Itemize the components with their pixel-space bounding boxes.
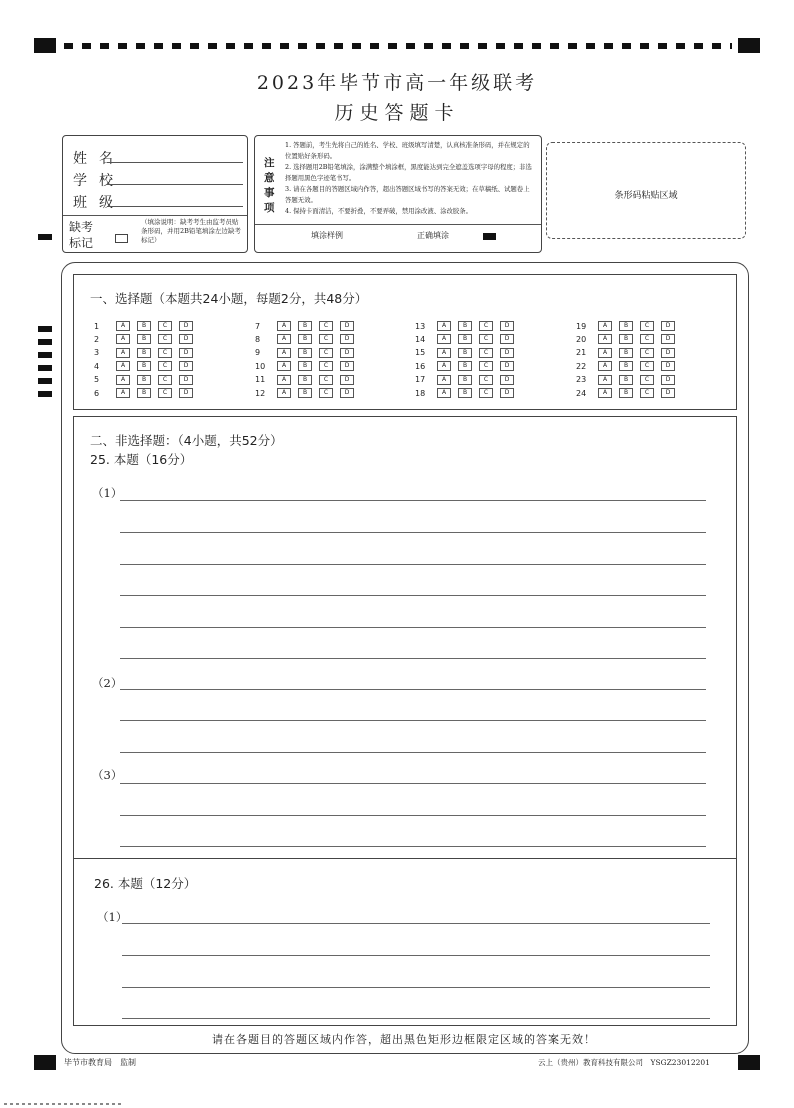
mcq-option-bubble[interactable]: D [661, 348, 675, 358]
section2-box [73, 416, 737, 1026]
mcq-option-bubble[interactable]: C [479, 375, 493, 385]
mcq-question-row [94, 388, 200, 401]
mcq-option-bubble[interactable]: A [116, 388, 130, 398]
mcq-option-bubble[interactable]: A [598, 375, 612, 385]
answer-line[interactable] [122, 955, 710, 956]
mcq-option-bubble[interactable]: D [340, 348, 354, 358]
mcq-question-number: 9 [255, 348, 261, 358]
absent-note: （填涂说明：缺考考生由监考员贴条形码，并用2B铅笔填涂左边缺考标记） [141, 218, 241, 244]
mcq-option-bubble[interactable]: A [437, 361, 451, 371]
mcq-question-row [255, 348, 361, 361]
mcq-question-row [94, 334, 200, 347]
mcq-question-row [576, 375, 682, 388]
mcq-option-bubble[interactable]: C [158, 361, 172, 371]
corner-mark-top-left [34, 38, 56, 53]
mcq-option-bubble[interactable]: C [479, 361, 493, 371]
footer-right-text: 云上（贵州）教育科技有限公司 YSGZ23012201 [538, 1058, 710, 1067]
mcq-option-bubble[interactable]: A [116, 334, 130, 344]
mcq-question-row [576, 388, 682, 401]
side-mark [38, 352, 52, 358]
notice-list [285, 140, 535, 217]
mcq-question-row [255, 375, 361, 388]
mcq-question-row [415, 388, 521, 401]
q26-part-1-label: （1） [97, 910, 128, 924]
class-field[interactable] [107, 206, 243, 207]
absent-label-2: 标记 [69, 236, 94, 250]
mcq-option-bubble[interactable]: C [640, 321, 654, 331]
corner-mark-bottom-left [34, 1055, 56, 1070]
section2-heading: 二、非选择题：（4小题，共52分） [90, 433, 283, 448]
mcq-question-number: 10 [255, 361, 266, 371]
mcq-question-row [415, 321, 521, 334]
bottom-dash-track [4, 1103, 124, 1105]
mcq-option-bubble[interactable]: B [298, 375, 312, 385]
mcq-question-number: 2 [94, 334, 100, 344]
mcq-option-bubble[interactable]: C [158, 321, 172, 331]
class-label: 班级 [73, 195, 125, 211]
mcq-option-bubble[interactable]: B [458, 375, 472, 385]
notice-item-4: 4. 保持卡面清洁，不要折叠，不要弄破，禁用涂改液、涂改胶条。 [285, 207, 473, 215]
answer-line[interactable] [120, 815, 706, 816]
side-mark [38, 339, 52, 345]
mcq-option-bubble[interactable]: B [137, 375, 151, 385]
mcq-option-bubble[interactable]: A [598, 334, 612, 344]
answer-line[interactable] [120, 595, 706, 596]
q25-part-1-label: （1） [92, 486, 123, 500]
mcq-option-bubble[interactable]: C [319, 334, 333, 344]
mcq-option-bubble[interactable]: B [619, 321, 633, 331]
mcq-option-bubble[interactable]: D [500, 348, 514, 358]
side-mark [38, 234, 52, 240]
mcq-option-bubble[interactable]: C [319, 361, 333, 371]
answer-line[interactable] [120, 500, 706, 501]
mcq-option-bubble[interactable]: D [500, 375, 514, 385]
mcq-question-number: 21 [576, 348, 587, 358]
answer-line[interactable] [120, 658, 706, 659]
mcq-option-bubble[interactable]: A [277, 388, 291, 398]
mcq-option-bubble[interactable]: B [298, 388, 312, 398]
mcq-option-bubble[interactable]: B [619, 334, 633, 344]
school-field[interactable] [107, 184, 243, 185]
corner-mark-top-right [738, 38, 760, 53]
mcq-question-number: 20 [576, 334, 587, 344]
mcq-question-row [94, 361, 200, 374]
mcq-question-row [255, 361, 361, 374]
mcq-option-bubble[interactable]: D [661, 388, 675, 398]
mcq-question-row [255, 321, 361, 334]
mcq-option-bubble[interactable]: B [137, 388, 151, 398]
mcq-option-bubble[interactable]: B [458, 361, 472, 371]
mcq-option-bubble[interactable]: D [340, 375, 354, 385]
absent-label-1: 缺考 [69, 220, 94, 234]
mcq-option-bubble[interactable]: D [179, 321, 193, 331]
mcq-option-bubble[interactable]: C [319, 388, 333, 398]
timing-track-top [64, 43, 732, 49]
footer-warning: 请在各题目的答题区域内作答，超出黑色矩形边框限定区域的答案无效！ [212, 1033, 596, 1046]
mcq-question-row [255, 334, 361, 347]
mcq-option-bubble[interactable]: B [137, 348, 151, 358]
notice-box [254, 135, 542, 253]
mcq-option-bubble[interactable]: A [437, 388, 451, 398]
mcq-option-bubble[interactable]: A [598, 321, 612, 331]
mcq-question-row [576, 361, 682, 374]
mcq-option-bubble[interactable]: A [277, 375, 291, 385]
answer-line[interactable] [120, 720, 706, 721]
mcq-option-bubble[interactable]: B [137, 361, 151, 371]
mcq-question-row [576, 348, 682, 361]
mcq-question-row [415, 348, 521, 361]
mcq-option-bubble[interactable]: D [661, 321, 675, 331]
mcq-option-bubble[interactable]: A [116, 348, 130, 358]
mcq-question-number: 24 [576, 388, 587, 398]
mcq-option-bubble[interactable]: A [437, 375, 451, 385]
mcq-question-row [576, 321, 682, 334]
mcq-option-bubble[interactable]: D [661, 375, 675, 385]
mcq-question-number: 3 [94, 348, 100, 358]
mcq-option-bubble[interactable]: B [298, 361, 312, 371]
mcq-question-number: 12 [255, 388, 266, 398]
q25-part-3-label: （3） [92, 768, 123, 782]
mcq-option-bubble[interactable]: C [640, 388, 654, 398]
mcq-question-row [94, 375, 200, 388]
mcq-question-number: 7 [255, 321, 261, 331]
mcq-question-number: 23 [576, 375, 587, 385]
mcq-option-bubble[interactable]: A [277, 321, 291, 331]
mcq-option-bubble[interactable]: B [458, 334, 472, 344]
mcq-question-number: 1 [94, 321, 100, 331]
mcq-option-bubble[interactable]: C [158, 375, 172, 385]
mcq-option-bubble[interactable]: B [619, 361, 633, 371]
mcq-option-bubble[interactable]: A [277, 348, 291, 358]
mcq-option-bubble[interactable]: B [458, 348, 472, 358]
mcq-option-bubble[interactable]: B [619, 388, 633, 398]
section1-heading: 一、选择题（本题共24小题，每题2分，共48分） [90, 291, 368, 306]
side-mark [38, 365, 52, 371]
student-info-box [62, 135, 248, 253]
mcq-option-bubble[interactable]: C [479, 321, 493, 331]
mcq-option-bubble[interactable]: B [298, 348, 312, 358]
mcq-option-bubble[interactable]: B [137, 321, 151, 331]
mcq-question-number: 4 [94, 361, 100, 371]
mcq-option-bubble[interactable]: B [619, 375, 633, 385]
mcq-option-bubble[interactable]: A [437, 321, 451, 331]
mcq-option-bubble[interactable]: D [661, 334, 675, 344]
mcq-question-number: 16 [415, 361, 426, 371]
answer-line[interactable] [120, 752, 706, 753]
mcq-option-bubble[interactable]: C [319, 375, 333, 385]
answer-line[interactable] [120, 564, 706, 565]
mcq-option-bubble[interactable]: D [500, 388, 514, 398]
q26-heading: 26. 本题（12分） [94, 876, 197, 891]
mcq-option-bubble[interactable]: D [179, 348, 193, 358]
mcq-option-bubble[interactable]: D [179, 361, 193, 371]
side-mark [38, 326, 52, 332]
mcq-option-bubble[interactable]: B [137, 334, 151, 344]
mcq-option-bubble[interactable]: D [340, 334, 354, 344]
mcq-option-bubble[interactable]: D [500, 334, 514, 344]
mcq-question-row [94, 321, 200, 334]
mcq-question-number: 14 [415, 334, 426, 344]
correct-fill-sample [483, 233, 496, 240]
mcq-option-bubble[interactable]: A [598, 348, 612, 358]
mcq-option-bubble[interactable]: B [458, 388, 472, 398]
mcq-option-bubble[interactable]: D [500, 321, 514, 331]
mcq-option-bubble[interactable]: B [298, 334, 312, 344]
mcq-question-number: 15 [415, 348, 426, 358]
mcq-option-bubble[interactable]: A [277, 334, 291, 344]
mcq-option-bubble[interactable]: D [179, 375, 193, 385]
side-mark [38, 391, 52, 397]
mcq-option-bubble[interactable]: A [116, 321, 130, 331]
corner-mark-bottom-right [738, 1055, 760, 1070]
barcode-label: 条形码粘贴区域 [614, 191, 678, 201]
answer-line[interactable] [122, 987, 710, 988]
mcq-question-row [576, 334, 682, 347]
mcq-question-number: 17 [415, 375, 426, 385]
mcq-option-bubble[interactable]: C [158, 348, 172, 358]
answer-line[interactable] [120, 846, 706, 847]
mcq-question-number: 11 [255, 375, 266, 385]
answer-line[interactable] [120, 532, 706, 533]
mcq-option-bubble[interactable]: C [479, 348, 493, 358]
q25-part-2-label: （2） [92, 676, 123, 690]
q-divider [73, 858, 736, 859]
notice-item-2: 2. 选择题用2B铅笔填涂，涂满整个填涂框，黑度能达到完全遮盖选项字母的程度；非选择题用黑色字迹笔书写。 [285, 163, 532, 182]
mcq-option-bubble[interactable]: A [598, 388, 612, 398]
mcq-option-bubble[interactable]: C [158, 388, 172, 398]
mcq-option-bubble[interactable]: D [340, 361, 354, 371]
mcq-option-bubble[interactable]: B [298, 321, 312, 331]
mcq-option-bubble[interactable]: C [640, 348, 654, 358]
mcq-option-bubble[interactable]: C [640, 375, 654, 385]
mcq-option-bubble[interactable]: A [116, 361, 130, 371]
sample-label: 填涂样例 [311, 231, 343, 240]
mcq-question-row [94, 348, 200, 361]
notice-item-3: 3. 请在各题目的答题区域内作答，超出答题区域书写的答案无效；在草稿纸、试题卷上答题无效。 [285, 185, 530, 204]
answer-line[interactable] [120, 627, 706, 628]
mcq-option-bubble[interactable]: D [500, 361, 514, 371]
answer-line[interactable] [122, 923, 710, 924]
answer-line[interactable] [120, 689, 706, 690]
mcq-question-row [415, 375, 521, 388]
answer-line[interactable] [120, 783, 706, 784]
mcq-question-row [415, 361, 521, 374]
mcq-option-bubble[interactable]: A [116, 375, 130, 385]
mcq-option-bubble[interactable]: C [319, 321, 333, 331]
mcq-question-number: 8 [255, 334, 261, 344]
name-field[interactable] [107, 162, 243, 163]
mcq-option-bubble[interactable]: D [179, 388, 193, 398]
mcq-option-bubble[interactable]: B [619, 348, 633, 358]
card-title: 历史答题卡 [334, 102, 460, 124]
mcq-option-bubble[interactable]: D [661, 361, 675, 371]
mcq-option-bubble[interactable]: C [640, 334, 654, 344]
q25-heading: 25. 本题（16分） [90, 452, 193, 467]
absent-checkbox[interactable] [115, 234, 128, 243]
mcq-question-row [255, 388, 361, 401]
mcq-question-number: 22 [576, 361, 587, 371]
mcq-option-bubble[interactable]: C [640, 361, 654, 371]
mcq-question-row [415, 334, 521, 347]
mcq-question-number: 19 [576, 321, 587, 331]
mcq-option-bubble[interactable]: D [179, 334, 193, 344]
side-mark [38, 378, 52, 384]
correct-label: 正确填涂 [417, 231, 449, 240]
mcq-question-number: 18 [415, 388, 426, 398]
mcq-option-bubble[interactable]: A [598, 361, 612, 371]
mcq-option-bubble[interactable]: C [158, 334, 172, 344]
notice-heading: 注意事项 [264, 157, 275, 214]
exam-title: 2023年毕节市高一年级联考 [256, 72, 538, 94]
mcq-option-bubble[interactable]: D [340, 321, 354, 331]
mcq-option-bubble[interactable]: C [479, 334, 493, 344]
notice-item-1: 1. 答题前，考生先将自己的姓名、学校、班级填写清楚，认真核准条形码，并在规定的位置贴好条形码。 [285, 141, 530, 160]
mcq-question-number: 5 [94, 375, 100, 385]
mcq-option-bubble[interactable]: C [319, 348, 333, 358]
school-label: 学校 [73, 173, 125, 189]
mcq-question-number: 13 [415, 321, 426, 331]
mcq-option-bubble[interactable]: B [458, 321, 472, 331]
answer-line[interactable] [122, 1018, 710, 1019]
mcq-option-bubble[interactable]: A [277, 361, 291, 371]
mcq-question-number: 6 [94, 388, 100, 398]
mcq-option-bubble[interactable]: A [437, 334, 451, 344]
barcode-area [546, 142, 746, 239]
mcq-option-bubble[interactable]: C [479, 388, 493, 398]
mcq-option-bubble[interactable]: D [340, 388, 354, 398]
footer-left-text: 毕节市教育局 监制 [64, 1058, 136, 1067]
name-label: 姓名 [73, 151, 125, 167]
mcq-option-bubble[interactable]: A [437, 348, 451, 358]
